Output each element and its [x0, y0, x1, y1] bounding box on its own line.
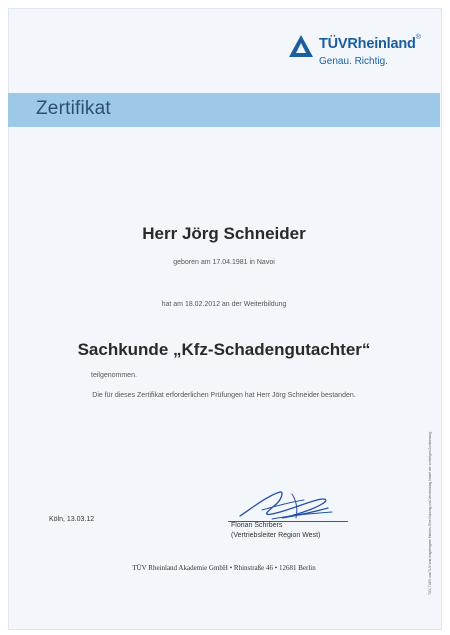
recipient-name: Herr Jörg Schneider	[142, 224, 306, 243]
participated-line: teilgenommen.	[91, 372, 137, 379]
brand-tagline: Genau. Richtig.	[319, 56, 388, 67]
tuv-rheinland-logo	[288, 34, 438, 74]
vertical-side-note	[428, 345, 438, 595]
handwritten-signature	[232, 486, 342, 526]
place-date: Köln, 13.03.12	[49, 516, 95, 523]
side-note-text: TÜV, TUEV und TUV sind eingetragene Marken. Eine Nutzung und Verwendung bedarf der vorherigen Zustimmung.	[428, 431, 432, 595]
signer-role: (Vertriebsleiter Region West)	[231, 532, 321, 539]
title-banner	[8, 93, 440, 127]
training-line: hat am 18.02.2012 an der Weiterbildung	[161, 301, 287, 308]
birth-line: geboren am 17.04.1981 in Navoi	[173, 259, 275, 266]
triangle-logo-icon	[288, 34, 314, 58]
brand-name: TÜVRheinland®	[319, 34, 421, 52]
footer-address: TÜV Rheinland Akademie GmbH • Rhinstraße 46 • 12681 Berlin	[132, 564, 316, 572]
signer-name: Florian Schrbers	[231, 522, 283, 529]
certificate-title: Zertifikat	[36, 98, 111, 119]
course-title: Sachkunde „Kfz-Schadengutachter“	[77, 340, 371, 359]
passed-line: Die für dieses Zertifikat erforderlichen Prüfungen hat Herr Jörg Schneider bestanden.	[92, 392, 356, 399]
